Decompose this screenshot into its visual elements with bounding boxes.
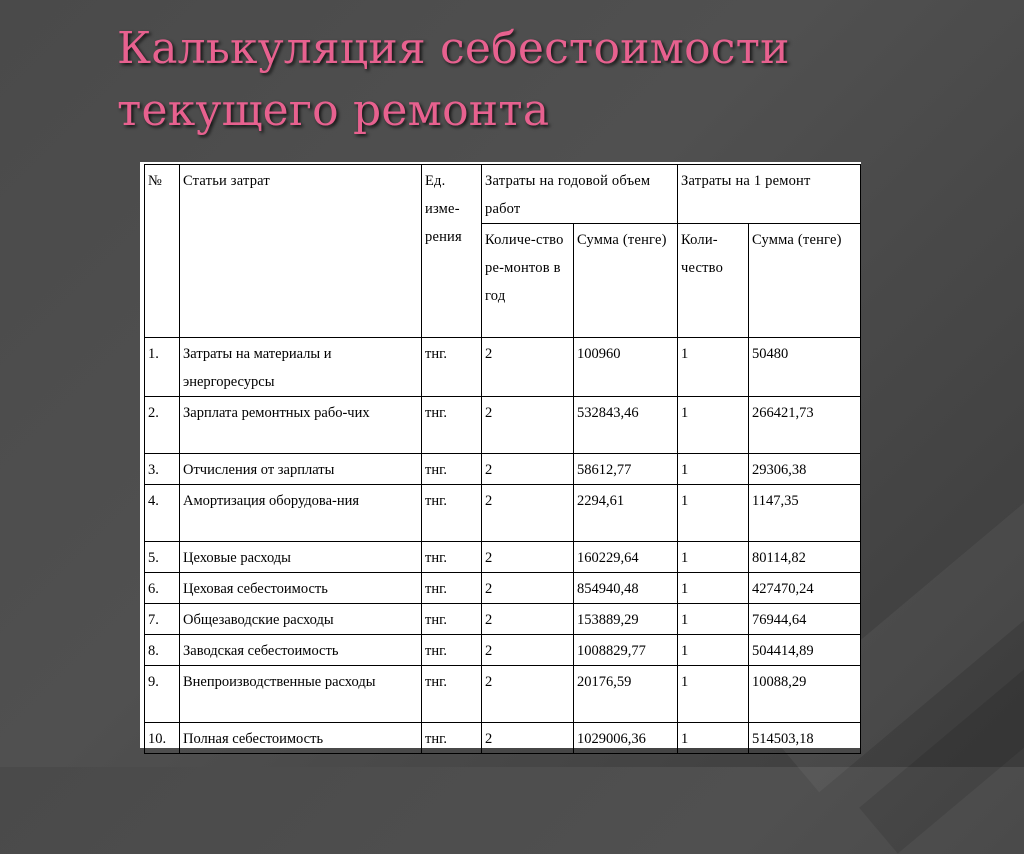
row-item: Амортизация оборудова-ния	[180, 485, 422, 542]
row-annual-qty: 2	[482, 635, 574, 666]
row-num: 2.	[145, 397, 180, 454]
row-unit: тнг.	[422, 666, 482, 723]
row-annual-sum: 100960	[574, 338, 678, 397]
header-annual-qty: Количе-ство ре-монтов в год	[482, 224, 574, 338]
row-annual-sum: 20176,59	[574, 666, 678, 723]
row-num: 5.	[145, 542, 180, 573]
row-per-sum: 427470,24	[749, 573, 861, 604]
row-num: 3.	[145, 454, 180, 485]
row-annual-qty: 2	[482, 397, 574, 454]
row-num: 9.	[145, 666, 180, 723]
row-per-sum: 1147,35	[749, 485, 861, 542]
row-annual-qty: 2	[482, 723, 574, 754]
row-unit: тнг.	[422, 542, 482, 573]
row-annual-qty: 2	[482, 666, 574, 723]
header-num: №	[145, 165, 180, 338]
table-row	[145, 454, 861, 485]
row-per-qty: 1	[678, 604, 749, 635]
row-unit: тнг.	[422, 485, 482, 542]
table-row	[145, 397, 861, 454]
header-unit: Ед. изме-рения	[422, 165, 482, 338]
row-annual-qty: 2	[482, 542, 574, 573]
row-per-sum: 50480	[749, 338, 861, 397]
row-item: Общезаводские расходы	[180, 604, 422, 635]
row-per-qty: 1	[678, 723, 749, 754]
row-item: Зарплата ремонтных рабо-чих	[180, 397, 422, 454]
row-per-qty: 1	[678, 454, 749, 485]
row-unit: тнг.	[422, 635, 482, 666]
row-per-qty: 1	[678, 666, 749, 723]
row-per-sum: 76944,64	[749, 604, 861, 635]
row-num: 1.	[145, 338, 180, 397]
row-annual-sum: 854940,48	[574, 573, 678, 604]
header-per-sum: Сумма (тенге)	[749, 224, 861, 338]
row-annual-qty: 2	[482, 604, 574, 635]
row-annual-qty: 2	[482, 454, 574, 485]
row-per-sum: 514503,18	[749, 723, 861, 754]
row-annual-sum: 58612,77	[574, 454, 678, 485]
row-unit: тнг.	[422, 454, 482, 485]
row-per-qty: 1	[678, 542, 749, 573]
table-row	[145, 604, 861, 635]
cost-table-container	[140, 162, 861, 748]
row-num: 6.	[145, 573, 180, 604]
row-num: 8.	[145, 635, 180, 666]
row-item: Отчисления от зарплаты	[180, 454, 422, 485]
row-annual-qty: 2	[482, 338, 574, 397]
row-per-qty: 1	[678, 397, 749, 454]
row-per-sum: 80114,82	[749, 542, 861, 573]
header-annual-sum: Сумма (тенге)	[574, 224, 678, 338]
row-item: Цеховые расходы	[180, 542, 422, 573]
row-annual-sum: 1008829,77	[574, 635, 678, 666]
row-annual-sum: 2294,61	[574, 485, 678, 542]
table-row	[145, 635, 861, 666]
header-annual-group: Затраты на годовой объем работ	[482, 165, 678, 224]
row-per-sum: 266421,73	[749, 397, 861, 454]
row-item: Затраты на материалы и энергоресурсы	[180, 338, 422, 397]
table-row	[145, 542, 861, 573]
row-annual-qty: 2	[482, 485, 574, 542]
header-item: Статьи затрат	[180, 165, 422, 338]
table-row	[145, 485, 861, 542]
row-item: Внепроизводственные расходы	[180, 666, 422, 723]
header-per-repair-group: Затраты на 1 ремонт	[678, 165, 861, 224]
slide-title-line-1: Калькуляция себестоимости	[117, 23, 790, 74]
row-per-qty: 1	[678, 338, 749, 397]
row-num: 10.	[145, 723, 180, 754]
row-annual-sum: 153889,29	[574, 604, 678, 635]
row-annual-qty: 2	[482, 573, 574, 604]
table-row	[145, 666, 861, 723]
slide-title	[117, 18, 790, 142]
header-per-qty: Коли-чество	[678, 224, 749, 338]
table-row	[145, 573, 861, 604]
row-unit: тнг.	[422, 573, 482, 604]
row-item: Полная себестоимость	[180, 723, 422, 754]
row-annual-sum: 160229,64	[574, 542, 678, 573]
row-item: Цеховая себестоимость	[180, 573, 422, 604]
row-num: 4.	[145, 485, 180, 542]
row-per-sum: 504414,89	[749, 635, 861, 666]
row-num: 7.	[145, 604, 180, 635]
row-item: Заводская себестоимость	[180, 635, 422, 666]
cost-table	[144, 164, 861, 754]
row-per-sum: 29306,38	[749, 454, 861, 485]
row-unit: тнг.	[422, 604, 482, 635]
row-annual-sum: 1029006,36	[574, 723, 678, 754]
row-unit: тнг.	[422, 723, 482, 754]
table-row	[145, 338, 861, 397]
row-per-qty: 1	[678, 635, 749, 666]
row-unit: тнг.	[422, 397, 482, 454]
table-row	[145, 723, 861, 754]
row-per-qty: 1	[678, 573, 749, 604]
row-unit: тнг.	[422, 338, 482, 397]
row-per-qty: 1	[678, 485, 749, 542]
row-per-sum: 10088,29	[749, 666, 861, 723]
slide-title-line-2: текущего ремонта	[117, 85, 550, 136]
decorative-stripe-shadow	[859, 486, 1024, 853]
row-annual-sum: 532843,46	[574, 397, 678, 454]
